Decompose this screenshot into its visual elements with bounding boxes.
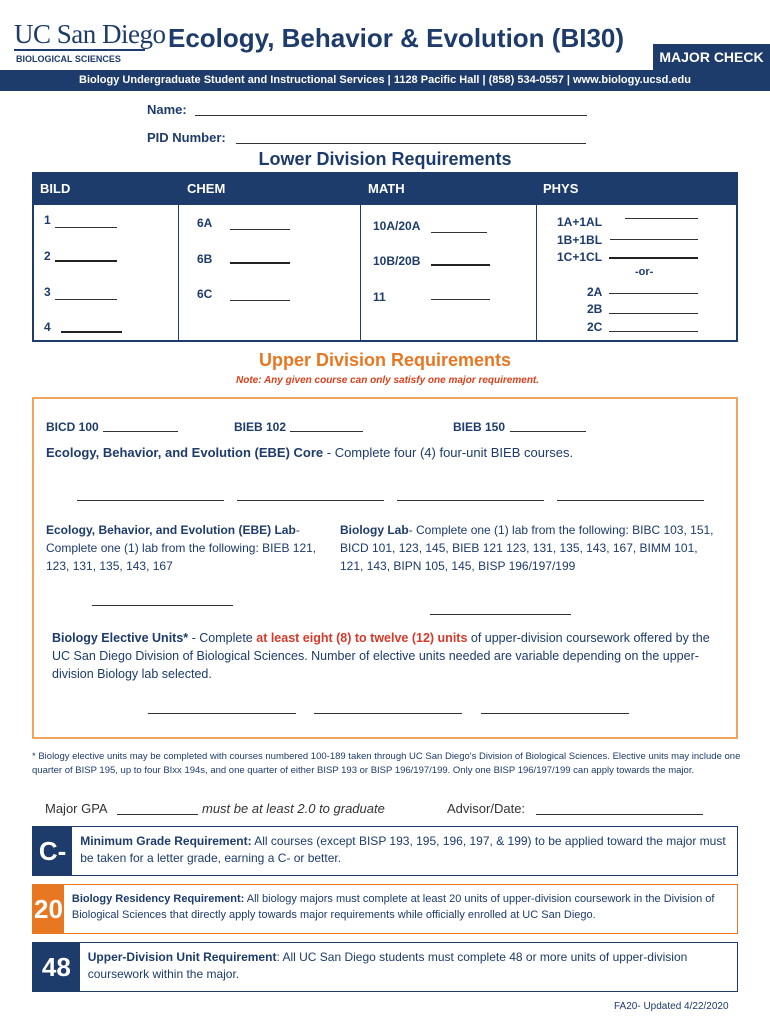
chem-6c-field[interactable]	[230, 289, 290, 301]
units-requirement-desc: : All UC San Diego students must complete 48 or more units of upper-division coursework within the major.	[87, 950, 688, 981]
phys-2b-label: 2B	[587, 302, 603, 316]
phys-2c-label: 2C	[587, 320, 603, 334]
elective-field-3[interactable]	[481, 702, 629, 714]
uc-san-diego-logo: UC San Diego	[14, 19, 166, 49]
residency-requirement	[32, 884, 738, 934]
chem-6b-label: 6B	[197, 252, 213, 266]
pid-field[interactable]	[236, 132, 586, 144]
math-11-label: 11	[373, 290, 386, 304]
math-header: MATH	[368, 181, 405, 196]
ebe-core-text	[46, 444, 726, 462]
name-label: Name:	[147, 102, 187, 117]
logo-subtitle: BIOLOGICAL SCIENCES	[16, 54, 121, 64]
bio-lab-field[interactable]	[430, 603, 571, 615]
upper-division-note: Note: Any given course can only satisfy one major requirement.	[236, 375, 540, 386]
phys-1b-field[interactable]	[610, 228, 698, 240]
phys-1b-label: 1B+1BL	[557, 233, 603, 247]
units-badge: 48	[33, 943, 80, 991]
bild-4-field[interactable]	[61, 321, 122, 333]
bicd-100-field[interactable]	[103, 420, 178, 432]
ebe-core-field-1[interactable]	[77, 489, 224, 501]
ebe-core-field-2[interactable]	[237, 489, 384, 501]
upper-division-title: Upper Division Requirements	[258, 350, 512, 370]
bild-1-label: 1	[44, 213, 51, 227]
bieb-150-field[interactable]	[510, 420, 586, 432]
ebe-core-field-3[interactable]	[397, 489, 544, 501]
grade-badge: C-	[33, 827, 72, 875]
column-divider	[536, 205, 537, 342]
elective-field-2[interactable]	[314, 702, 462, 714]
ebe-lab-heading: Ecology, Behavior, and Evolution (EBE) Lab	[46, 523, 296, 537]
minimum-grade-requirement	[32, 826, 738, 876]
footer-updated: FA20- Updated 4/22/2020	[614, 1001, 729, 1012]
bieb-102-label: BIEB 102	[234, 420, 287, 434]
phys-header: PHYS	[543, 181, 579, 196]
bild-3-label: 3	[44, 285, 51, 299]
bild-header: BILD	[40, 181, 71, 196]
phys-2c-field[interactable]	[609, 320, 698, 332]
ebe-core-desc: - Complete four (4) four-unit BIEB courses.	[323, 445, 574, 460]
bild-2-label: 2	[44, 249, 51, 263]
grade-requirement-heading: Minimum Grade Requirement:	[80, 834, 252, 848]
residency-requirement-desc: All biology majors must complete at least 20 units of upper-division coursework in the Division of Biological Sciences that directly apply towards major requirements while officially enrolled at UC San Diego.	[71, 893, 715, 921]
elective-text	[52, 629, 722, 683]
phys-2a-label: 2A	[587, 285, 603, 299]
ebe-lab-field[interactable]	[92, 594, 233, 606]
phys-1a-label: 1A+1AL	[557, 215, 603, 229]
ebe-core-field-4[interactable]	[557, 489, 704, 501]
elective-heading: Biology Elective Units*	[52, 631, 189, 645]
advisor-date-field[interactable]	[536, 803, 703, 815]
phys-1c-label: 1C+1CL	[557, 250, 603, 264]
phys-2a-field[interactable]	[609, 282, 698, 294]
bio-lab-heading: Biology Lab	[340, 523, 409, 537]
elective-field-1[interactable]	[148, 702, 296, 714]
chem-6a-label: 6A	[197, 216, 213, 230]
chem-6a-field[interactable]	[230, 218, 290, 230]
column-divider	[360, 205, 361, 342]
name-field[interactable]	[195, 104, 587, 116]
advisor-date-label: Advisor/Date:	[447, 801, 526, 816]
ebe-lab-desc: - Complete one (1) lab from the following: BIEB 121, 123, 131, 135, 143, 167	[46, 523, 317, 573]
units-requirement-heading: Upper-Division Unit Requirement	[87, 950, 277, 964]
contact-info-bar: Biology Undergraduate Student and Instructional Services | 1128 Pacific Hall | (858) 534-0557 | www.biology.ucsd.edu	[0, 70, 770, 91]
chem-6c-label: 6C	[197, 287, 213, 301]
bieb-102-field[interactable]	[290, 420, 363, 432]
chem-header: CHEM	[187, 181, 226, 196]
upper-division-unit-requirement	[32, 942, 738, 992]
bild-1-field[interactable]	[55, 216, 117, 228]
gpa-field[interactable]	[117, 803, 198, 815]
bild-2-field[interactable]	[55, 250, 117, 262]
math-10a-field[interactable]	[431, 221, 487, 233]
units-requirement-text	[80, 943, 737, 991]
phys-1c-field[interactable]	[609, 247, 698, 259]
residency-requirement-text	[64, 885, 737, 933]
residency-badge: 20	[33, 885, 64, 933]
phys-2b-field[interactable]	[609, 302, 698, 314]
chem-6b-field[interactable]	[230, 252, 290, 264]
lower-division-title: Lower Division Requirements	[258, 149, 512, 169]
phys-1a-field[interactable]	[625, 207, 698, 219]
math-10b-label: 10B/20B	[373, 254, 421, 268]
logo-rule	[14, 49, 145, 51]
bio-lab-desc: - Complete one (1) lab from the following: BIBC 103, 151, BICD 101, 123, 145, BIEB 121 123, 131, 135, 143, 167, BIMM 101, 121, 143, BIPN 105, 145, BISP 196/197/199	[340, 523, 714, 573]
math-10b-field[interactable]	[431, 254, 490, 266]
elective-footnote: * Biology elective units may be completed with courses numbered 100-189 taken through UC San Diego's Division of Biological Sciences. Elective units may include one quarter of BISP 195, up to four BIxx 194s, and one quarter of either BISP 193 or BISP 196/197/199. Only one BISP 196/197/199 can apply towards the major.	[32, 751, 741, 776]
grade-requirement-text	[72, 827, 737, 875]
elective-pre: - Complete	[188, 631, 257, 645]
phys-or-label: -or-	[635, 266, 654, 278]
residency-requirement-heading: Biology Residency Requirement:	[71, 893, 245, 905]
bild-3-field[interactable]	[55, 288, 117, 300]
elective-units: at least eight (8) to twelve (12) units	[256, 631, 468, 645]
page-title: Ecology, Behavior & Evolution (BI30)	[168, 23, 625, 53]
bicd-100-label: BICD 100	[46, 420, 99, 434]
bio-lab-text	[340, 521, 720, 575]
elective-post: of upper-division coursework offered by the UC San Diego Division of Biological Sciences. Number of elective units needed are variable depending on the upper-division Biology lab selected.	[52, 631, 710, 681]
major-check-badge: MAJOR CHECK	[653, 44, 770, 70]
gpa-label: Major GPA	[45, 801, 108, 816]
pid-label: PID Number:	[147, 130, 226, 145]
ebe-lab-text	[46, 521, 326, 575]
gpa-note: must be at least 2.0 to graduate	[202, 801, 385, 816]
math-11-field[interactable]	[431, 288, 490, 300]
bild-4-label: 4	[44, 320, 51, 334]
ebe-core-heading: Ecology, Behavior, and Evolution (EBE) Core	[46, 445, 324, 460]
column-divider	[178, 205, 179, 342]
bieb-150-label: BIEB 150	[453, 420, 506, 434]
math-10a-label: 10A/20A	[373, 219, 421, 233]
grade-requirement-desc: All courses (except BISP 193, 195, 196, 197, & 199) to be applied toward the major must be taken for a letter grade, earning a C- or better.	[80, 834, 726, 865]
